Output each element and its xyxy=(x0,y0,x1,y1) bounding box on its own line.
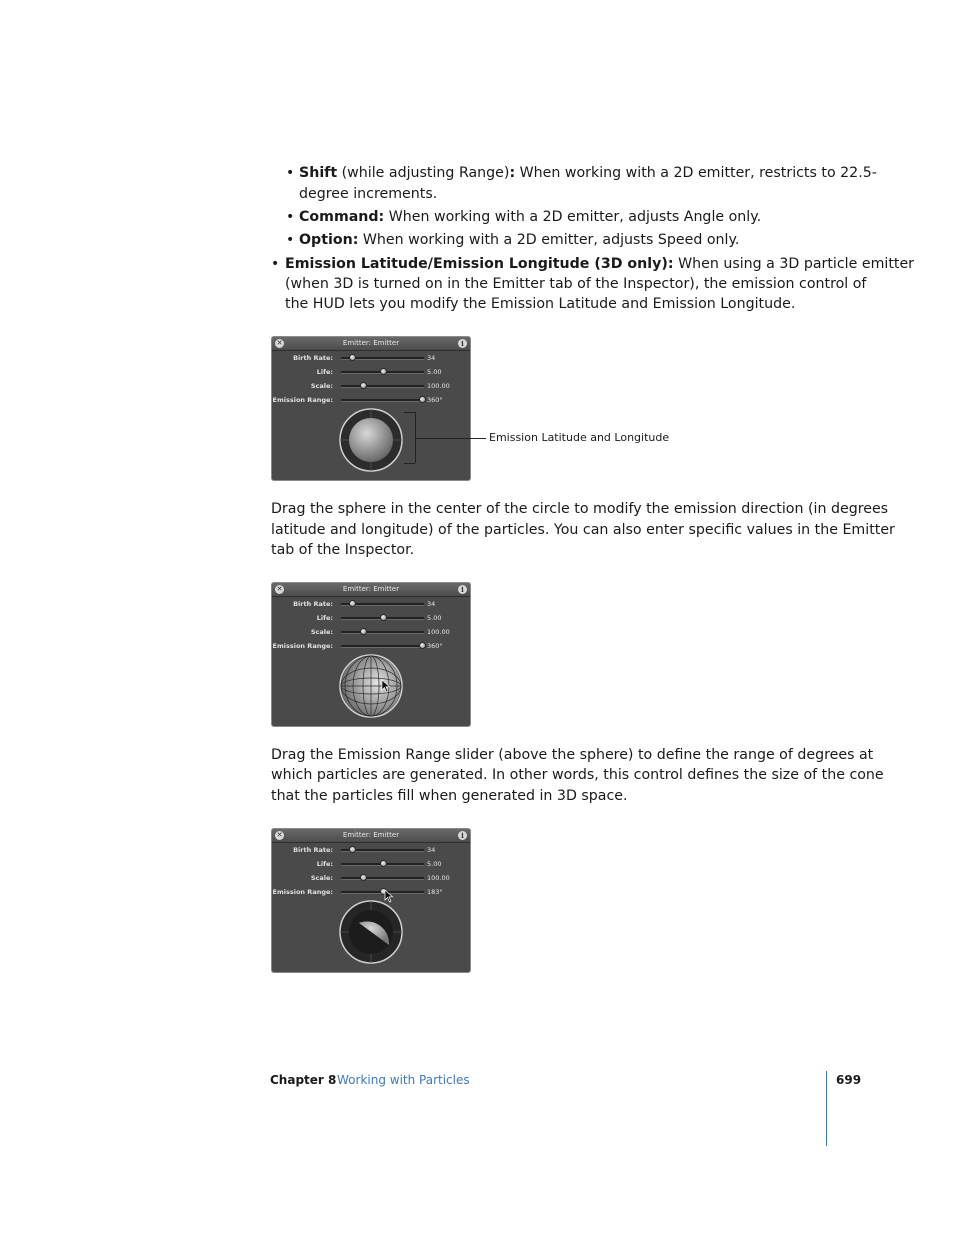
info-icon[interactable]: i xyxy=(458,831,467,840)
bullet-command: Command: When working with a 2D emitter, adjusts Angle only. xyxy=(299,209,762,225)
bullet-marker: • xyxy=(286,232,295,248)
hud-title: Emitter: Emitter xyxy=(342,339,400,347)
emitter-hud-1 xyxy=(271,336,471,481)
emission-direction-control[interactable] xyxy=(338,407,404,473)
emission-range-row xyxy=(272,641,470,651)
life-value[interactable]: 5.00 xyxy=(427,860,442,868)
bullet-marker: • xyxy=(286,209,295,225)
footer-chapter: Chapter 8 xyxy=(270,1073,337,1087)
emitter-hud-2 xyxy=(271,582,471,727)
life-label: Life: xyxy=(316,614,333,622)
emission-range-label: Emission Range: xyxy=(272,642,333,650)
life-slider-knob[interactable] xyxy=(380,368,387,375)
hud-title: Emitter: Emitter xyxy=(342,831,400,839)
life-value[interactable]: 5.00 xyxy=(427,368,442,376)
footer-divider xyxy=(826,1071,827,1146)
emission-sphere[interactable] xyxy=(349,418,393,462)
callout-label: Emission Latitude and Longitude xyxy=(489,431,670,444)
info-icon[interactable]: i xyxy=(458,339,467,348)
emission-range-slider-knob[interactable] xyxy=(419,396,426,403)
life-slider-knob[interactable] xyxy=(380,614,387,621)
scale-slider[interactable] xyxy=(341,385,424,388)
emission-range-label: Emission Range: xyxy=(272,396,333,404)
hud-title: Emitter: Emitter xyxy=(342,585,400,593)
scale-slider-knob[interactable] xyxy=(360,382,367,389)
callout-bracket-top xyxy=(404,412,415,413)
scale-label: Scale: xyxy=(310,628,333,636)
scale-row xyxy=(272,873,470,883)
birth-rate-value[interactable]: 34 xyxy=(427,600,436,608)
scale-label: Scale: xyxy=(310,382,333,390)
birth-rate-row xyxy=(272,845,470,855)
life-label: Life: xyxy=(316,860,333,868)
life-label: Life: xyxy=(316,368,333,376)
life-slider-knob[interactable] xyxy=(380,860,387,867)
bullet-emission: Emission Latitude/Emission Longitude (3D only): When using a 3D particle emitter xyxy=(285,256,915,272)
info-icon[interactable]: i xyxy=(458,585,467,594)
scale-slider-knob[interactable] xyxy=(360,628,367,635)
emission-range-row xyxy=(272,395,470,405)
footer-chapter-title[interactable]: Working with Particles xyxy=(337,1073,470,1087)
scale-value[interactable]: 100.00 xyxy=(427,382,450,390)
emission-direction-control[interactable] xyxy=(338,653,404,719)
emission-range-row xyxy=(272,887,470,897)
emission-range-slider[interactable] xyxy=(341,399,424,402)
birth-rate-row xyxy=(272,353,470,363)
body-text: that the particles fill when generated in 3D space. xyxy=(271,788,628,804)
body-text: Drag the Emission Range slider (above the sphere) to define the range of degrees at xyxy=(271,747,874,763)
emission-range-value[interactable]: 183° xyxy=(427,888,443,896)
scale-row xyxy=(272,627,470,637)
close-icon[interactable]: ✕ xyxy=(276,339,283,347)
emission-range-label: Emission Range: xyxy=(272,888,333,896)
birth-rate-value[interactable]: 34 xyxy=(427,846,436,854)
life-value[interactable]: 5.00 xyxy=(427,614,442,622)
birth-rate-label: Birth Rate: xyxy=(293,354,333,362)
birth-rate-slider-knob[interactable] xyxy=(349,354,356,361)
bullet-shift: Shift (while adjusting Range): When working with a 2D emitter, restricts to 22.5- xyxy=(299,165,877,181)
body-text: latitude and longitude) of the particles. You can also enter specific values in the Emitter xyxy=(271,522,895,538)
bullet-marker: • xyxy=(271,256,280,272)
scale-value[interactable]: 100.00 xyxy=(427,874,450,882)
bullet-option: Option: When working with a 2D emitter, adjusts Speed only. xyxy=(299,232,740,248)
scale-row xyxy=(272,381,470,391)
scale-value[interactable]: 100.00 xyxy=(427,628,450,636)
birth-rate-label: Birth Rate: xyxy=(293,846,333,854)
body-text: Drag the sphere in the center of the circle to modify the emission direction (in degrees xyxy=(271,501,889,517)
page-number: 699 xyxy=(836,1073,862,1087)
birth-rate-slider-knob[interactable] xyxy=(349,846,356,853)
bullet-emission-cont: (when 3D is turned on in the Emitter tab of the Inspector), the emission control of xyxy=(285,276,867,292)
callout-leader-line xyxy=(415,438,486,439)
life-row xyxy=(272,613,470,623)
life-row xyxy=(272,367,470,377)
bullet-shift-cont: degree increments. xyxy=(299,186,438,202)
emission-range-slider-knob[interactable] xyxy=(419,642,426,649)
callout-bracket-bottom xyxy=(404,463,415,464)
emission-range-value[interactable]: 360° xyxy=(427,642,443,650)
emitter-hud-3 xyxy=(271,828,471,973)
scale-slider[interactable] xyxy=(341,877,424,880)
body-text: tab of the Inspector. xyxy=(271,542,415,558)
body-text: which particles are generated. In other words, this control defines the size of the cone xyxy=(271,767,884,783)
emission-direction-control[interactable] xyxy=(338,899,404,965)
birth-rate-row xyxy=(272,599,470,609)
life-row xyxy=(272,859,470,869)
emission-range-slider[interactable] xyxy=(341,645,424,648)
scale-label: Scale: xyxy=(310,874,333,882)
birth-rate-label: Birth Rate: xyxy=(293,600,333,608)
bullet-marker: • xyxy=(286,165,295,181)
birth-rate-value[interactable]: 34 xyxy=(427,354,436,362)
close-icon[interactable]: ✕ xyxy=(276,831,283,839)
scale-slider[interactable] xyxy=(341,631,424,634)
close-icon[interactable]: ✕ xyxy=(276,585,283,593)
bullet-emission-cont: the HUD lets you modify the Emission Latitude and Emission Longitude. xyxy=(285,296,796,312)
emission-range-value[interactable]: 360° xyxy=(427,396,443,404)
birth-rate-slider-knob[interactable] xyxy=(349,600,356,607)
scale-slider-knob[interactable] xyxy=(360,874,367,881)
